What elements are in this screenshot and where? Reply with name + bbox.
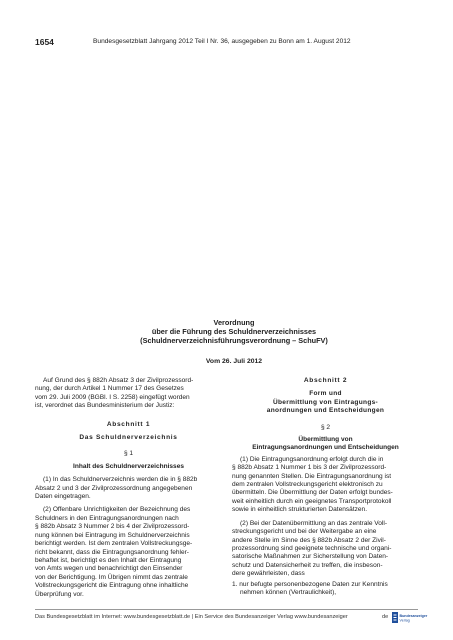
section-title-2-line-2: Übermittlung von Eintragungs- bbox=[272, 398, 379, 406]
text-line: ist, verordnet das Bundesministerium der Justiz: bbox=[35, 402, 175, 410]
text-line: dem zentralen Vollstreckungsgericht elektronisch zu bbox=[232, 481, 383, 489]
title-line-1: Verordnung bbox=[213, 318, 255, 327]
paragraph-2-2-text bbox=[232, 520, 419, 579]
text-line: nung genannten Stellen. Die Eintragungsanordnung ist bbox=[232, 472, 392, 480]
text-line: nung können bei Eintragung im Schuldnerverzeichnis bbox=[35, 531, 190, 539]
text-line: dere gewährleisten, dass bbox=[232, 570, 305, 578]
text-line: (1) Die Eintragungsanordnung erfolgt durch die in bbox=[240, 455, 384, 463]
text-line: sowie in einheitlich strukturierten Datensätzen. bbox=[232, 506, 368, 514]
paragraph-sign-2: § 2 bbox=[320, 423, 331, 431]
list-item-1 bbox=[232, 581, 419, 598]
text-line: weit einheitlich durch ein geeignetes Transportprotokoll bbox=[232, 497, 392, 505]
text-line: andere Stelle im Sinne des § 882b Absatz 2 der Zivil- bbox=[232, 536, 386, 544]
text-line: richt bekannt, dass die Eintragungsanordnung fehler- bbox=[35, 548, 189, 556]
svg-text:Bundesanzeiger: Bundesanzeiger bbox=[399, 614, 428, 618]
text-line: (2) Offenbare Unrichtigkeiten der Bezeichnung des bbox=[43, 506, 191, 514]
text-line: Schuldners in den Eintragungsanordnungen nach bbox=[35, 514, 179, 522]
footer-text: Das Bundesgesetzblatt im Internet: www.bundesgesetzblatt.de | Ein Service des Bundesanzeiger Verlag www.bundesanzeiger bbox=[35, 614, 348, 620]
text-line: (1) In das Schuldnerverzeichnis werden die in § 882b bbox=[43, 476, 198, 484]
text-line: berichtigt werden. Ist dem zentralen Vollstreckungsge- bbox=[35, 540, 193, 548]
text-line: streckungsgericht und bei der Weitergabe an eine bbox=[232, 528, 377, 536]
text-line: Vollstreckungsgericht die Eintragung ohne inhaltliche bbox=[35, 582, 189, 590]
text-line: satorische Maßnahmen zur Sicherstellung von Daten- bbox=[232, 553, 389, 561]
text-line: Auf Grund des § 882h Absatz 3 der Zivilprozessord- bbox=[43, 377, 194, 384]
issue-date: Vom 26. Juli 2012 bbox=[205, 358, 263, 365]
text-line: nehmen können (Vertraulichkeit), bbox=[240, 588, 337, 596]
paragraph-1-text bbox=[35, 476, 222, 501]
preamble bbox=[35, 377, 222, 411]
paragraph-sign-1: § 1 bbox=[123, 450, 134, 458]
text-line: § 882b Absatz 1 Nummer 1 bis 3 der Zivilprozessord- bbox=[232, 464, 387, 472]
paragraph-title-2-line-1: Übermittlung von bbox=[298, 436, 353, 444]
right-column bbox=[232, 377, 419, 597]
paragraph-title-1: Inhalt des Schuldnerverzeichnisses bbox=[73, 462, 184, 470]
text-line: nung, der durch Artikel 1 Nummer 17 des Gesetzes bbox=[35, 385, 184, 393]
svg-text:Verlag: Verlag bbox=[399, 618, 410, 623]
text-line: übermitteln. Die Übermittlung der Daten erfolgt bundes- bbox=[232, 489, 393, 497]
text-line: schutz und Datensicherheit zu treffen, die insbeson- bbox=[232, 561, 383, 569]
text-line: (2) Bei der Datenübermittlung an das zentrale Voll- bbox=[240, 519, 388, 527]
text-line: behaftet ist, berichtigt es den Inhalt der Eintragung bbox=[35, 556, 182, 564]
bundesanzeiger-logo bbox=[392, 611, 428, 624]
paragraph-2-1-text bbox=[232, 456, 419, 515]
left-column bbox=[35, 377, 222, 601]
document-title bbox=[70, 318, 398, 346]
title-line-3: (Schuldnerverzeichnisführungsverordnung – SchuFV) bbox=[140, 336, 328, 346]
text-line: von der Berichtigung. Im Übrigen nimmt das zentrale bbox=[35, 573, 188, 581]
text-line: vom 29. Juli 2009 (BGBl. I S. 2258) eingefügt worden bbox=[35, 393, 190, 401]
section-title-1: Das Schuldnerverzeichnis bbox=[79, 434, 178, 442]
running-head: Bundesgesetzblatt Jahrgang 2012 Teil I Nr. 36, ausgegeben zu Bonn am 1. August 2012 bbox=[93, 38, 351, 45]
section-heading-1: Abschnitt 1 bbox=[106, 420, 151, 428]
text-line: Daten eingetragen. bbox=[35, 493, 91, 501]
footer-suffix: de bbox=[382, 614, 389, 620]
section-title-2-line-3: anordnungen und Entscheidungen bbox=[266, 407, 385, 415]
page-number: 1654 bbox=[35, 37, 54, 47]
paragraph-title-2-line-2: Eintragungsanordnungen und Entscheidungen bbox=[252, 444, 399, 452]
text-line: 1. nur befugte personenbezogene Daten zur Kenntnis bbox=[232, 580, 388, 588]
paragraph-2-text bbox=[35, 506, 222, 598]
text-line: prozessordnung sind geeignete technische und organi- bbox=[232, 544, 392, 552]
section-title-2-line-1: Form und bbox=[309, 390, 342, 398]
section-heading-2: Abschnitt 2 bbox=[303, 377, 348, 384]
footer-divider bbox=[35, 609, 418, 610]
text-line: § 882b Absatz 3 Nummer 2 bis 4 der Zivilprozessord- bbox=[35, 523, 190, 531]
text-line: Absatz 2 und 3 der Zivilprozessordnung angegebenen bbox=[35, 484, 193, 492]
text-line: von Amts wegen und benachrichtigt den Einsender bbox=[35, 565, 183, 573]
text-line: Überprüfung vor. bbox=[35, 590, 84, 598]
title-line-2: über die Führung des Schuldnerverzeichnisses bbox=[151, 327, 317, 337]
